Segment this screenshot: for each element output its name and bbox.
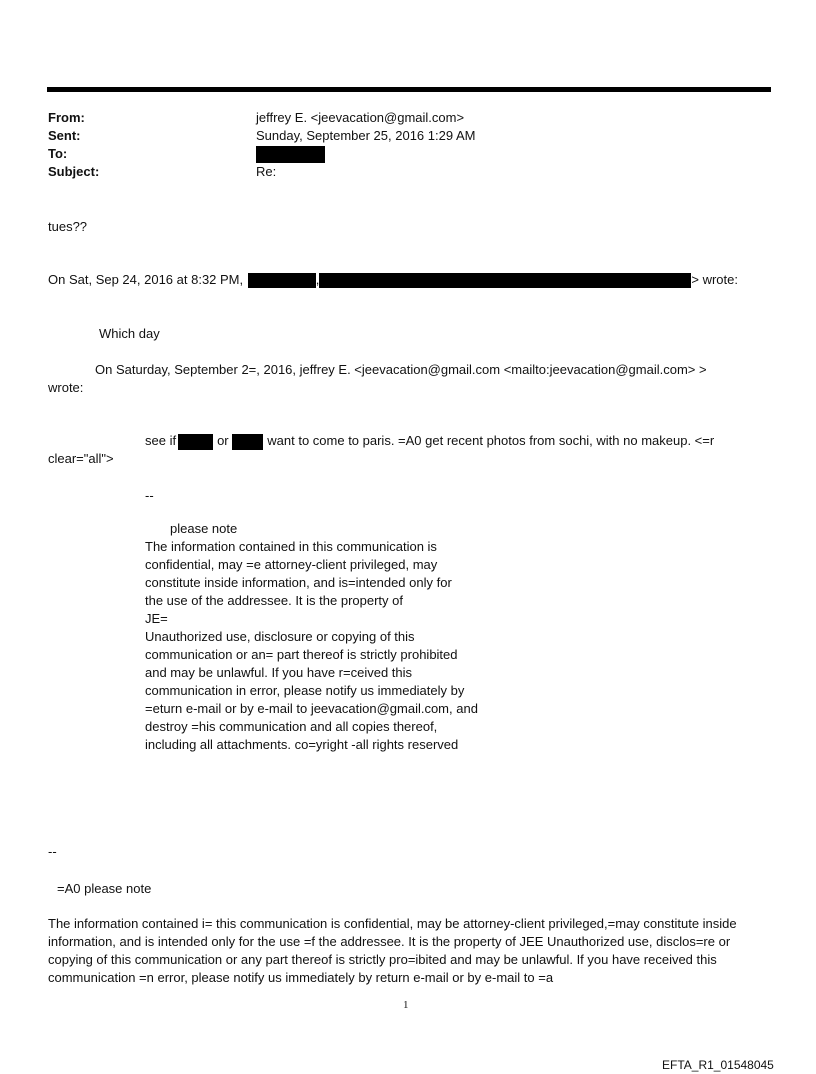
to-label: To:	[48, 146, 68, 161]
disclaimer-line: the use of the addressee. It is the property of	[145, 593, 403, 608]
from-label: From:	[48, 110, 85, 125]
redaction-box	[232, 434, 263, 450]
header-rule	[47, 87, 771, 92]
disclaimer-line: destroy =his communication and all copies thereof,	[145, 719, 438, 734]
disclaimer-line: communication in error, please notify us immediately by	[145, 683, 465, 698]
page-number: 1	[403, 999, 409, 1011]
redaction-box	[319, 273, 691, 288]
signature-dashes: --	[145, 488, 154, 503]
disclaimer-line: communication or an= part thereof is strictly prohibited	[145, 647, 458, 662]
to-value	[256, 145, 325, 163]
reply-text: tues??	[48, 219, 88, 234]
disclaimer-line: including all attachments. co=yright -all rights reserved	[145, 737, 459, 752]
subject-label: Subject:	[48, 164, 100, 179]
disclaimer-line: JE=	[145, 611, 168, 626]
quote1-prefix: On Sat, Sep 24, 2016 at 8:32 PM,	[48, 272, 244, 287]
message-part1: see if	[145, 433, 177, 448]
redaction-box	[248, 273, 316, 288]
subject-value: Re:	[256, 164, 277, 179]
message-part3: want to come to paris. =A0 get recent photos from sochi, with no makeup. <=r	[267, 433, 715, 448]
note-title-2: =A0 please note	[57, 881, 152, 896]
disclaimer-line: Unauthorized use, disclosure or copying of this	[145, 629, 415, 644]
sent-value: Sunday, September 25, 2016 1:29 AM	[256, 128, 476, 143]
message-line1	[145, 432, 714, 450]
note-title: please note	[170, 521, 238, 536]
quote1-suffix: > wrote:	[691, 272, 738, 287]
message-part2: or	[217, 433, 229, 448]
disclaimer-line: confidential, may =e attorney-client privileged, may	[145, 557, 438, 572]
from-value: jeffrey E. <jeevacation@gmail.com>	[256, 110, 465, 125]
disclaimer-line: The information contained in this communication is	[145, 539, 437, 554]
quote1-header	[48, 271, 738, 289]
redaction-box	[178, 434, 213, 450]
quote2-header-line1: On Saturday, September 2=, 2016, jeffrey E. <jeevacation@gmail.com <mailto:jeevacation@gmail.com> >	[95, 362, 707, 377]
disclaimer-block	[145, 520, 505, 754]
quote2-header-line2: wrote:	[48, 380, 84, 395]
disclaimer-line: constitute inside information, and is=intended only for	[145, 575, 452, 590]
disclaimer-line: =eturn e-mail or by e-mail to jeevacation@gmail.com, and	[145, 701, 478, 716]
document-id: EFTA_R1_01548045	[662, 1058, 774, 1072]
disclaimer-paragraph: The information contained i= this communication is confidential, may be attorney-client privileged,=may constitute inside information, and is intended only for the use =f the addressee. It is the property of JEE Unauthorized use, disclos=re or copying of this communication or any part thereof is strictly pro=ibited and may be unlawful. If you have received this communication =n error, please notify us immediately by return e-mail or by e-mail to =a	[48, 916, 737, 985]
signature-dashes-2: --	[48, 844, 57, 859]
sent-label: Sent:	[48, 128, 81, 143]
message-line2: clear="all">	[48, 451, 114, 466]
which-day-text: Which day	[99, 326, 160, 341]
disclaimer-line: and may be unlawful. If you have r=ceived this	[145, 665, 413, 680]
redaction-box	[256, 146, 325, 163]
quote1-sep: ,	[315, 272, 320, 287]
